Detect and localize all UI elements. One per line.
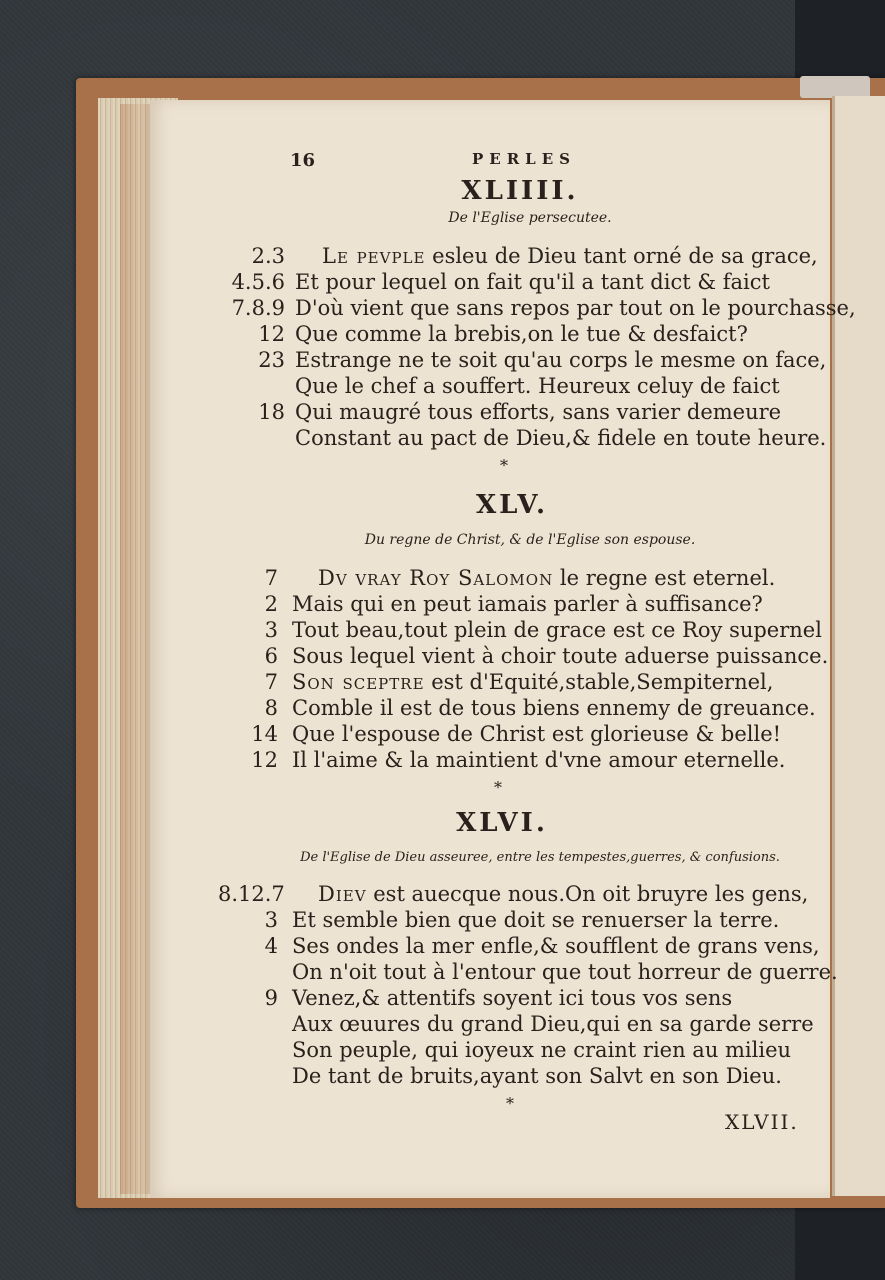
facing-page — [832, 96, 885, 1196]
verse-text: D'où vient que sans repos par tout on le pourchasse, — [295, 296, 856, 320]
verse-ref: 3 — [264, 908, 278, 932]
verse-ref: 7 — [264, 566, 278, 590]
verse-text: De tant de bruits,ayant son Salvt en son Dieu. — [292, 1064, 782, 1088]
section-subtitle: De l'Eglise persecutee. — [448, 210, 612, 226]
verse-text: Que l'espouse de Christ est glorieuse & belle! — [292, 722, 782, 746]
verse-text: Sous lequel vient à choir toute aduerse puissance. — [292, 644, 829, 668]
catchword: XLVII. — [725, 1110, 799, 1134]
verse-body: est auecque nous.On oit bruyre les gens, — [373, 882, 809, 906]
verse-text: Que comme la brebis,on le tue & desfaict? — [295, 322, 748, 346]
verse-ref: 14 — [251, 722, 278, 746]
verse-ref: 12 — [251, 748, 278, 772]
verse-text — [318, 882, 808, 906]
book-clasp — [800, 76, 870, 98]
verse-lead: Diev — [318, 882, 367, 906]
verse-ref: 9 — [264, 986, 278, 1010]
verse-text: On n'oit tout à l'entour que tout horreur de guerre. — [292, 960, 838, 984]
ornament-star: * — [500, 456, 508, 475]
verse-text — [318, 566, 775, 590]
verse-text: Que le chef a souffert. Heureux celuy de faict — [295, 374, 780, 398]
section-number: XLVI. — [456, 808, 548, 838]
verse-ref: 7.8.9 — [231, 296, 285, 320]
verse-lead: Dv vray Roy Salomon — [318, 566, 554, 590]
verse-ref: 6 — [264, 644, 278, 668]
verse-ref: 7 — [264, 670, 278, 694]
verse-body: esleu de Dieu tant orné de sa grace, — [432, 244, 818, 268]
section-number: XLIIII. — [461, 176, 579, 206]
verse-text: Venez,& attentifs soyent ici tous vos sens — [292, 986, 733, 1010]
verse-text: Constant au pact de Dieu,& fidele en toute heure. — [295, 426, 827, 450]
verse-text: Aux œuures du grand Dieu,qui en sa garde serre — [292, 1012, 814, 1036]
verse-text: Il l'aime & la maintient d'vne amour eternelle. — [292, 748, 786, 772]
verse-text: Et semble bien que doit se renuerser la terre. — [292, 908, 780, 932]
running-title: PERLES — [472, 150, 576, 168]
verse-text: Tout beau,tout plein de grace est ce Roy supernel — [292, 618, 822, 642]
section-subtitle: De l'Eglise de Dieu asseuree, entre les tempestes,guerres, & confusions. — [300, 850, 780, 865]
verse-body: est d'Equité,stable,Sempiternel, — [431, 670, 774, 694]
verse-text: Mais qui en peut iamais parler à suffisance? — [292, 592, 763, 616]
verse-ref: 8 — [264, 696, 278, 720]
verse-ref: 2 — [264, 592, 278, 616]
verse-ref: 18 — [258, 400, 285, 424]
verse-ref: 4.5.6 — [231, 270, 285, 294]
verse-text: Son peuple, qui ioyeux ne craint rien au milieu — [292, 1038, 792, 1062]
section-number: XLV. — [475, 490, 549, 520]
verse-text: Ses ondes la mer enfle,& soufflent de grans vens, — [292, 934, 820, 958]
verse-ref: 2.3 — [251, 244, 285, 268]
verse-text — [322, 244, 818, 268]
verse-body: le regne est eternel. — [559, 566, 776, 590]
verse-ref: 12 — [258, 322, 285, 346]
verse-text: Estrange ne te soit qu'au corps le mesme on face, — [295, 348, 827, 372]
verse-text — [292, 670, 773, 694]
section-subtitle: Du regne de Christ, & de l'Eglise son espouse. — [364, 532, 696, 548]
verse-lead: Son sceptre — [292, 670, 425, 694]
ornament-star: * — [506, 1094, 514, 1113]
verse-text: Comble il est de tous biens ennemy de greuance. — [292, 696, 816, 720]
verse-text: Qui maugré tous efforts, sans varier demeure — [295, 400, 782, 424]
verse-ref: 3 — [264, 618, 278, 642]
verse-ref: 23 — [258, 348, 285, 372]
ornament-star: * — [494, 778, 502, 797]
verse-ref: 8.12.7 — [218, 882, 285, 906]
verse-lead: Le pevple — [322, 244, 426, 268]
verse-ref: 4 — [264, 934, 278, 958]
page-number: 16 — [290, 150, 316, 171]
verse-text: Et pour lequel on fait qu'il a tant dict & faict — [295, 270, 770, 294]
